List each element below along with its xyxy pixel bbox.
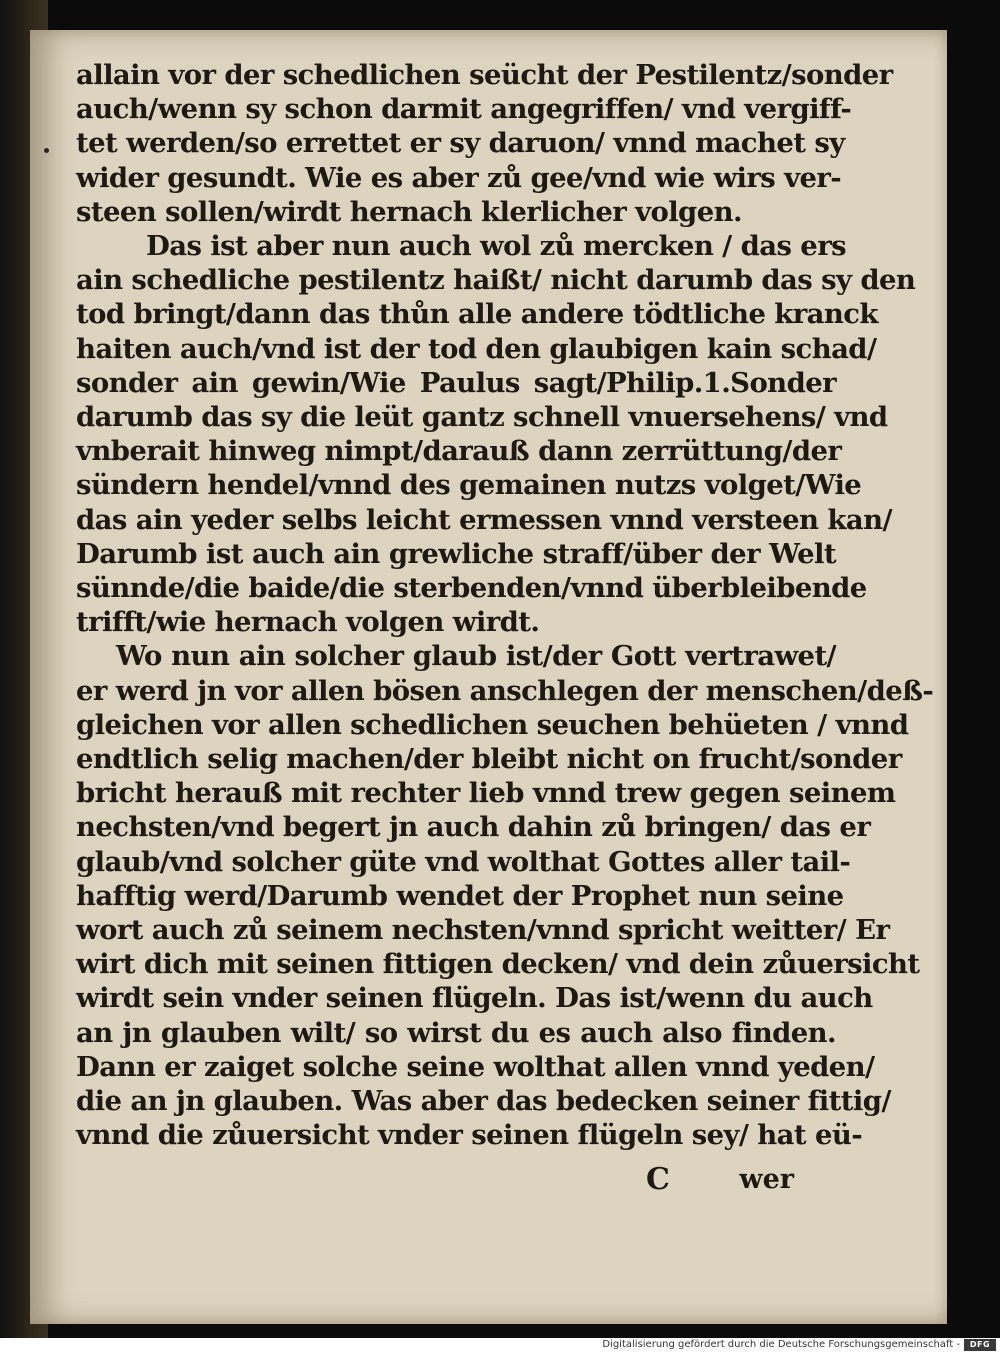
text-line-17: trifft/wie hernach volgen wirdt.: [76, 606, 540, 639]
text-line-13: sündern hendel/vnnd des gemainen nutzs volget/Wie: [76, 469, 862, 502]
text-line-14: das ain yeder selbs leicht ermessen vnnd versteen kan/: [76, 503, 892, 536]
text-line-27: wirt dich mit seinen fittigen decken/ vnd dein zůuersicht: [76, 948, 920, 981]
digitization-footer: [0, 1338, 1000, 1353]
text-line-20: gleichen vor allen schedlichen seuchen behüeten / vnnd: [76, 708, 909, 741]
text-line-23: nechsten/vnd begert jn auch dahin zů bringen/ das er: [76, 811, 871, 844]
text-line-4: wider gesundt. Wie es aber zů gee/vnd wie wirs ver-: [76, 161, 842, 194]
text-line-15: Darumb ist auch ain grewliche straff/über der Welt: [76, 537, 836, 570]
signature-mark: C: [646, 1162, 670, 1197]
text-line-22: bricht herauß mit rechter lieb vnnd trew gegen seinem: [76, 777, 896, 810]
page-text: [76, 58, 934, 1153]
text-line-19: er werd jn vor allen bösen anschlegen der menschen/deß-: [76, 674, 934, 707]
text-line-30: Dann er zaiget solche seine wolthat allen vnnd yeden/: [76, 1050, 875, 1083]
text-line-9: haiten auch/vnd ist der tod den glaubigen kain schad/: [76, 332, 877, 365]
text-line-2: auch/wenn sy schon darmit angegriffen/ vnd vergiff-: [76, 93, 852, 126]
text-line-25: hafftig werd/Darumb wendet der Prophet nun seine: [76, 879, 844, 912]
dfg-logo: DFG: [964, 1339, 996, 1351]
text-line-5: steen sollen/wirdt hernach klerlicher volgen.: [76, 195, 742, 228]
text-line-7: ain schedliche pestilentz haißt/ nicht darumb das sy den: [76, 264, 916, 297]
text-line-32: vnnd die zůuersicht vnder seinen flügeln sey/ hat eü-: [76, 1119, 863, 1152]
text-line-12: vnberait hinweg nimpt/darauß dann zerrüttung/der: [76, 435, 842, 468]
text-line-29: an jn glauben wilt/ so wirst du es auch also finden.: [76, 1016, 836, 1049]
text-line-6: Das ist aber nun auch wol zů mercken / das ers: [146, 230, 846, 263]
footer-credit: Digitalisierung gefördert durch die Deutsche Forschungsgemeinschaft -: [602, 1339, 960, 1350]
text-line-1: allain vor der schedlichen seücht der Pestilentz/sonder: [76, 59, 893, 91]
text-line-11: darumb das sy die leüt gantz schnell vnuersehens/ vnd: [76, 401, 888, 434]
text-line-26: wort auch zů seinem nechsten/vnnd spricht weitter/ Er: [76, 914, 890, 947]
text-line-8: tod bringt/dann das thůn alle andere tödtliche kranck: [76, 298, 878, 331]
text-line-16: sünnde/die baide/die sterbenden/vnnd überbleibende: [76, 572, 867, 605]
text-line-18: Wo nun ain solcher glaub ist/der Gott vertrawet/: [116, 640, 836, 673]
text-line-3: tet werden/so errettet er sy daruon/ vnnd machet sy: [76, 127, 845, 160]
text-line-31: die an jn glauben. Was aber das bedecken seiner fittig/: [76, 1085, 891, 1118]
page-foot: [76, 1162, 836, 1202]
text-line-24: glaub/vnd solcher güte vnd wolthat Gottes aller tail-: [76, 845, 851, 878]
margin-mark: [44, 148, 49, 153]
text-line-28: wirdt sein vnder seinen flügeln. Das ist/wenn du auch: [76, 982, 873, 1015]
text-line-21: endtlich selig machen/der bleibt nicht on frucht/sonder: [76, 743, 902, 776]
text-line-10: sonder ain gewin/Wie Paulus sagt/Philip.1.Sonder: [76, 366, 836, 399]
catchword: wer: [739, 1164, 794, 1195]
